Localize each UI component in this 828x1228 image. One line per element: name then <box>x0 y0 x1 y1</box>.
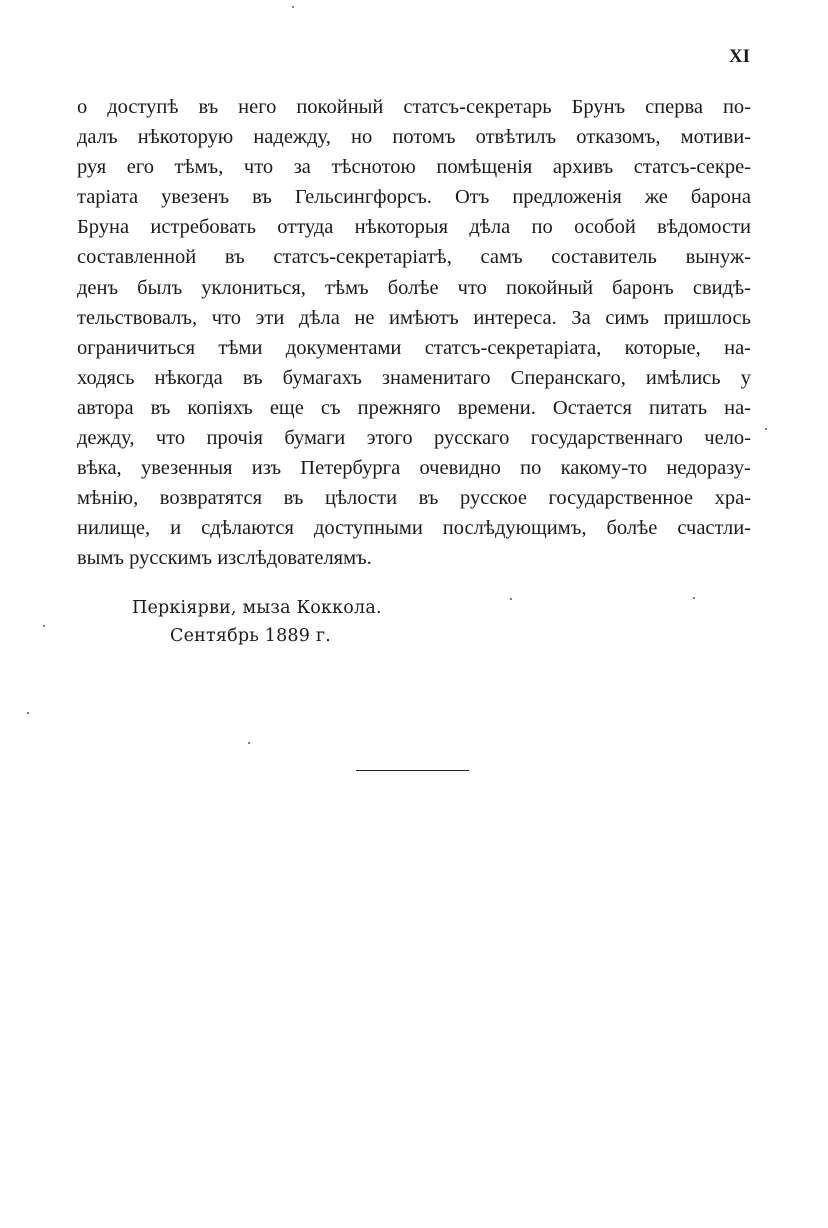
text-line: тельствовалъ, что эти дѣла не имѣютъ интереса. За симъ пришлось <box>77 306 751 329</box>
scan-speck <box>765 428 767 430</box>
text-line: таріата увезенъ въ Гельсингфорсъ. Отъ предложенія же барона <box>77 186 751 209</box>
text-line: вѣка, увезенныя изъ Петербурга очевидно по какому-то недоразу- <box>77 457 751 480</box>
page-number: XI <box>728 46 750 67</box>
text-line: Бруна истребовать оттуда нѣкоторыя дѣла по особой вѣдомости <box>77 216 751 239</box>
text-line: мѣнію, возвратятся въ цѣлости въ русское государственное хра- <box>77 487 751 510</box>
text-line: составленной въ статсъ-секретаріатѣ, самъ составитель вынуж- <box>77 246 751 269</box>
body-paragraph <box>77 92 751 574</box>
text-line-last: вымъ русскимъ изслѣдователямъ. <box>77 547 372 570</box>
scan-speck <box>693 597 695 599</box>
scan-speck <box>292 6 294 8</box>
signature-place: Перкіярви, мыза Коккола. <box>132 598 382 618</box>
text-line: о доступѣ въ него покойный статсъ-секретарь Брунъ сперва по- <box>77 96 751 118</box>
text-line: ограничиться тѣми документами статсъ-секретаріата, которые, на- <box>77 336 751 359</box>
text-line: далъ нѣкоторую надежду, но потомъ отвѣтилъ отказомъ, мотиви- <box>77 126 751 149</box>
signature-date: Сентябрь 1889 г. <box>170 626 331 646</box>
scan-speck <box>27 712 29 714</box>
text-line: руя его тѣмъ, что за тѣснотою помѣщенія архивъ статсъ-секре- <box>77 156 751 179</box>
text-line: автора въ копіяхъ еще съ прежняго времени. Остается питать на- <box>77 396 751 419</box>
signature-block <box>132 594 382 650</box>
text-line: ходясь нѣкогда въ бумагахъ знаменитаго Сперанскаго, имѣлись у <box>77 366 751 389</box>
scan-speck <box>510 598 512 600</box>
scan-speck <box>43 625 45 627</box>
section-divider <box>356 770 469 771</box>
scan-speck <box>248 742 250 744</box>
text-line: дежду, что прочія бумаги этого русскаго государственнаго чело- <box>77 427 751 450</box>
text-line: денъ былъ уклониться, тѣмъ болѣе что покойный баронъ свидѣ- <box>77 276 751 299</box>
text-line: нилище, и сдѣлаются доступными послѣдующимъ, болѣе счастли- <box>77 517 751 540</box>
